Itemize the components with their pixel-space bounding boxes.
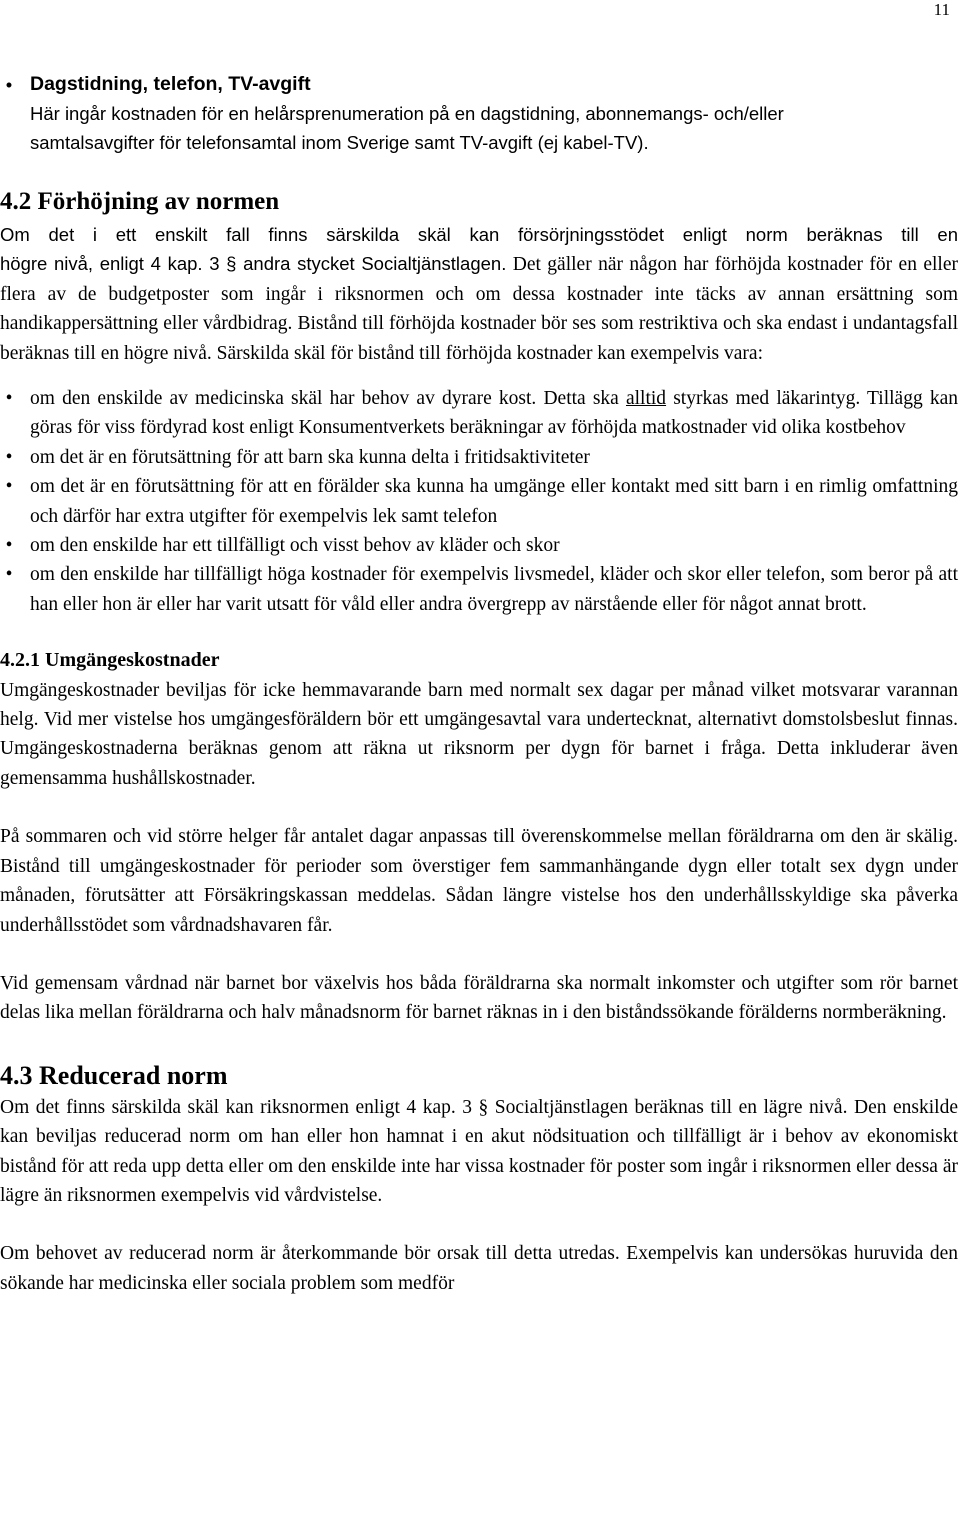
document-body [0,70,958,1298]
bullet-icon: • [5,388,13,409]
bullet-icon: • [5,476,13,498]
section-4-2-1-para2: På sommaren och vid större helger får antalet dagar anpassas till överenskommelse mellan föräldrarna om den är skälig. Bistånd till umgängeskostnader för perioder som överstiger fem sammanhängande dygn eller totalt sex dygn under månaden, förutsätter att Försäkringskassan meddelas. Sådan längre vistelse hos den underhållsskyldige ska påverka underhållsstödet som vårdnadshavaren får. [0,826,958,936]
list-item [0,443,958,472]
section-4-2-para-rest: Det gäller när någon har förhöjda kostnader för en eller flera av de budgetposter som ingår i riksnormen och om dessa kostnader inte täcks av annan ersättning som handikappersättning eller vårdbidrag. Bistånd till förhöjda kostnader bör ses som restriktiva och ska endast i undantagsfall beräknas till en högre nivå. Särskilda skäl för bistånd till förhöjda kostnader kan exempelvis vara: [0,254,958,364]
section-4-3-para2: Om behovet av reducerad norm är återkommande bör orsak till detta utredas. Exempelvis kan undersökas huruvida den sökande har medicinska eller sociala problem som medför [0,1243,958,1294]
intro-item-line2: samtalsavgifter för telefonsamtal inom Sverige samt TV-avgift (ej kabel-TV). [30,132,649,153]
list-item-text: om den enskilde av medicinska skäl har behov av dyrare kost. Detta ska alltid styrkas med läkarintyg. Tillägg kan göras för viss fördyrad kost enligt Konsumentverkets beräkningar av förhöjda matkostnader vid olika kostbehov [30,388,958,439]
list-item-text: om den enskilde har tillfälligt höga kostnader för exempelvis livsmedel, kläder och skor eller telefon, som beror på att han eller hon är eller har varit utsatt för våld eller andra övergrepp av närstående eller för något annat brott. [30,564,958,615]
list-item [0,384,958,443]
list-item-text: om det är en förutsättning för att en förälder ska kunna ha umgänge eller kontakt med sitt barn i en rimlig omfattning och därför har extra utgifter för exempelvis lek samt telefon [30,476,958,527]
section-4-3-para1: Om det finns särskilda skäl kan riksnormen enligt 4 kap. 3 § Socialtjänstlagen beräknas till en lägre nivå. Den enskilde kan beviljas reducerad norm om han eller hon hamnat i en akut nödsituation och tillfälligt är i behov av ekonomiskt bistånd för att reda upp detta eller om den enskilde inte har vissa kostnader för poster som ingår i riksnormen eller dessa är lägre än riksnormen exempelvis vid vårdvistelse. [0,1096,958,1206]
intro-item-line1: Här ingår kostnaden för en helårsprenumeration på en dagstidning, abonnemangs- och/eller [30,103,784,124]
list-item [0,531,958,560]
bullet-icon: • [5,446,13,468]
section-4-2-1-para1: Umgängeskostnader beviljas för icke hemmavarande barn med normalt sex dagar per månad vilket motsvarar varannan helg. Vid mer vistelse hos umgängesföräldern bör ett umgängesavtal vara undertecknat, alternativt domstolsbeslut finnas. Umgängeskostnaderna beräknas genom att räkna ut riksnorm per dygn för barnet i fråga. Detta inkluderar även gemensamma hushållskostnader. [0,679,958,789]
section-4-2-para-line2: högre nivå, enligt 4 kap. 3 § andra stycket Socialtjänstlagen. [0,253,507,274]
bullet-icon: • [5,535,13,557]
page-number: 11 [933,0,950,19]
intro-list-item [0,70,958,157]
intro-item-title: Dagstidning, telefon, TV-avgift [30,73,311,95]
section-4-2-bullet-list [0,384,958,619]
list-item [0,472,958,531]
bullet-icon: • [5,564,13,586]
section-4-2-para-line1: Om det i ett enskilt fall finns särskilda skäl kan försörjningsstödet enligt norm beräknas till en [0,224,958,245]
section-4-2-1-para3: Vid gemensam vårdnad när barnet bor växelvis hos båda föräldrarna ska normalt inkomster och utgifter som rör barnet delas lika mellan föräldrarna och halv månadsnorm för barnet räknas in i den biståndssökande förälderns normberäkning. [0,972,958,1024]
section-4-2-paragraph [0,249,958,368]
section-4-2-1-heading: 4.2.1 Umgängeskostnader [0,649,220,672]
section-4-3-heading: 4.3 Reducerad norm [0,1060,228,1090]
section-4-2-heading: 4.2 Förhöjning av normen [0,188,280,215]
list-item-text: om det är en förutsättning för att barn ska kunna delta i fritidsaktiviteter [30,446,590,468]
underlined-emphasis: alltid [625,388,667,409]
list-item [0,560,958,619]
list-item-text: om den enskilde har ett tillfälligt och visst behov av kläder och skor [30,535,560,557]
bullet-icon: • [5,74,13,95]
